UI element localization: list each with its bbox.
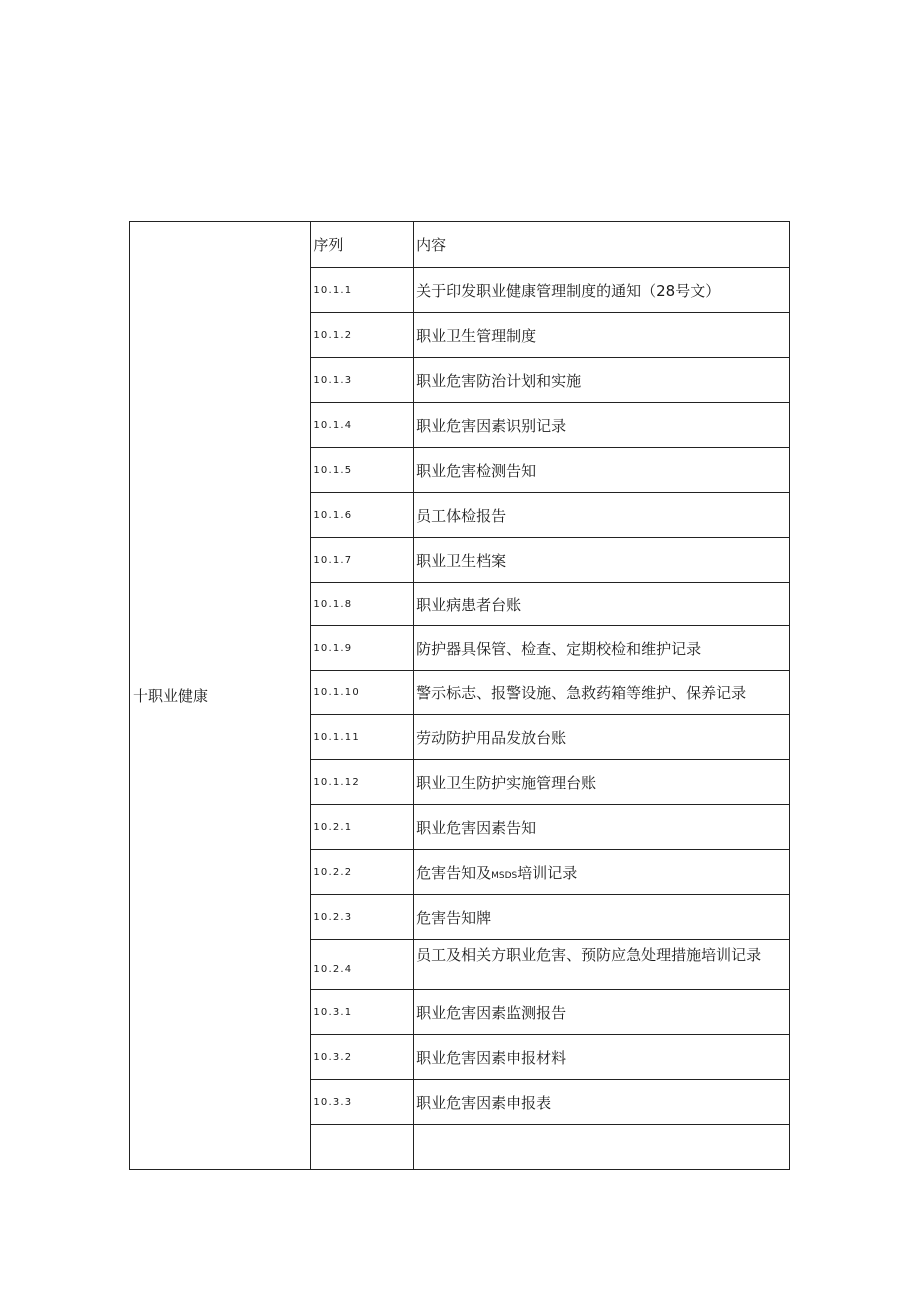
row-content: 员工及相关方职业危害、预防应急处理措施培训记录 <box>414 940 790 990</box>
row-content: 职业危害因素告知 <box>414 805 790 850</box>
row-content: 职业卫生档案 <box>414 538 790 583</box>
row-content: 危害告知牌 <box>414 895 790 940</box>
row-seq: 10.1.8 <box>311 583 414 626</box>
row-seq: 10.1.2 <box>311 313 414 358</box>
row-seq <box>311 1125 414 1170</box>
row-seq: 10.1.9 <box>311 626 414 671</box>
row-seq: 10.1.5 <box>311 448 414 493</box>
row-content: 员工体检报告 <box>414 493 790 538</box>
row-seq: 10.1.1 <box>311 268 414 313</box>
row-content <box>414 850 790 895</box>
row-seq: 10.3.3 <box>311 1080 414 1125</box>
row-seq: 10.3.2 <box>311 1035 414 1080</box>
header-seq: 序列 <box>311 222 414 268</box>
content-text-pre: 危害告知及 <box>416 863 492 882</box>
row-content: 职业卫生防护实施管理台账 <box>414 760 790 805</box>
row-content: 警示标志、报警设施、急救药箱等维护、保养记录 <box>414 671 790 715</box>
row-seq: 10.2.4 <box>311 940 414 990</box>
row-seq: 10.1.10 <box>311 671 414 715</box>
row-seq: 10.1.7 <box>311 538 414 583</box>
row-seq: 10.1.4 <box>311 403 414 448</box>
category-cell: 十职业健康 <box>130 222 311 1170</box>
content-text-msds: MSDS <box>491 870 518 881</box>
row-content: 职业危害防治计划和实施 <box>414 358 790 403</box>
row-seq: 10.1.3 <box>311 358 414 403</box>
row-content: 关于印发职业健康管理制度的通知（28号文） <box>414 268 790 313</box>
row-seq: 10.1.6 <box>311 493 414 538</box>
row-content: 职业卫生管理制度 <box>414 313 790 358</box>
row-content: 职业危害检测告知 <box>414 448 790 493</box>
row-seq: 10.3.1 <box>311 990 414 1035</box>
content-text-post: 培训记录 <box>517 863 578 882</box>
row-seq: 10.1.12 <box>311 760 414 805</box>
row-seq: 10.2.2 <box>311 850 414 895</box>
row-content <box>414 1125 790 1170</box>
row-content: 职业危害因素申报材料 <box>414 1035 790 1080</box>
row-content: 职业危害因素识别记录 <box>414 403 790 448</box>
row-content: 职业危害因素申报表 <box>414 1080 790 1125</box>
row-content: 防护器具保管、检查、定期校检和维护记录 <box>414 626 790 671</box>
row-content: 职业病患者台账 <box>414 583 790 626</box>
document-table <box>129 221 790 1170</box>
table-header-row <box>130 222 790 268</box>
row-seq: 10.2.3 <box>311 895 414 940</box>
row-content: 劳动防护用品发放台账 <box>414 715 790 760</box>
header-content: 内容 <box>414 222 790 268</box>
row-content: 职业危害因素监测报告 <box>414 990 790 1035</box>
row-seq: 10.1.11 <box>311 715 414 760</box>
row-seq: 10.2.1 <box>311 805 414 850</box>
